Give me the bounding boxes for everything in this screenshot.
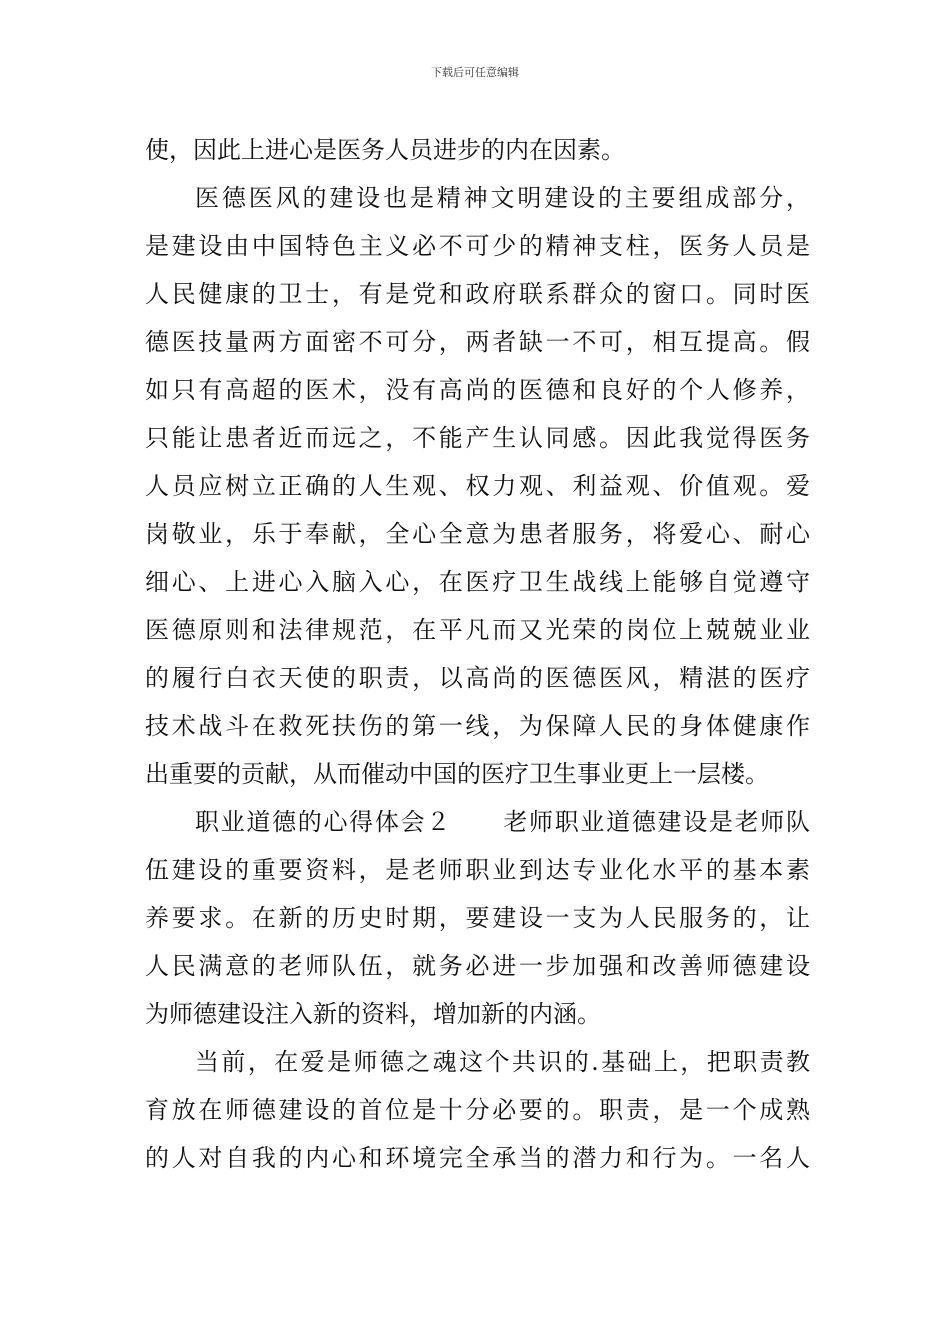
text-line: 人员应树立正确的人生观、权力观、利益观、价值观。爱 [145, 472, 810, 500]
text-line: 技术战斗在救死扶伤的第一线，为保障人民的身体健康作 [145, 712, 810, 740]
text-line: 如只有高超的医术，没有高尚的医德和良好的个人修养， [145, 376, 810, 404]
text-line: 岗敬业，乐于奉献，全心全意为患者服务，将爱心、耐心 [145, 520, 810, 548]
text-line: 职业道德的心得体会２ 老师职业道德建设是老师队 [195, 808, 810, 836]
text-line: 德医技量两方面密不可分，两者缺一不可，相互提高。假 [145, 328, 810, 356]
text-line: 是建设由中国特色主义必不可少的精神支柱，医务人员是 [145, 232, 810, 260]
text-line: 人民满意的老师队伍，就务必进一步加强和改善师德建设 [145, 952, 810, 980]
text-line: 医德原则和法律规范，在平凡而又光荣的岗位上兢兢业业 [145, 616, 810, 644]
text-line: 医德医风的建设也是精神文明建设的主要组成部分， [195, 184, 810, 212]
text-line: 的履行白衣天使的职责，以高尚的医德医风，精湛的医疗 [145, 664, 810, 692]
text-line: 人民健康的卫士，有是党和政府联系群众的窗口。同时医 [145, 280, 810, 308]
text-line: 育放在师德建设的首位是十分必要的。职责，是一个成熟 [145, 1096, 810, 1124]
text-line: 当前，在爱是师德之魂这个共识的.基础上，把职责教 [195, 1048, 810, 1076]
text-line: 细心、上进心入脑入心，在医疗卫生战线上能够自觉遵守 [145, 568, 810, 596]
paragraph-1 [145, 126, 810, 174]
text-line: 出重要的贡献，从而催动中国的医疗卫生事业更上一层楼。 [145, 760, 769, 788]
text-line: 只能让患者近而远之，不能产生认同感。因此我觉得医务 [145, 424, 810, 452]
text-line: 的人对自我的内心和环境完全承当的潜力和行为。一名人 [145, 1144, 810, 1172]
text-line: 伍建设的重要资料，是老师职业到达专业化水平的基本素 [145, 856, 810, 884]
paragraph-2 [145, 174, 810, 798]
text-line: 为师德建设注入新的资料，增加新的内涵。 [145, 1000, 601, 1028]
page-header: 下载后可任意编辑 [431, 66, 519, 79]
text-line: 养要求。在新的历史时期，要建设一支为人民服务的，让 [145, 904, 810, 932]
document-body [145, 126, 810, 1182]
paragraph-4 [145, 1038, 810, 1182]
paragraph-3 [145, 798, 810, 1038]
text-line: 使，因此上进心是医务人员进步的内在因素。 [145, 136, 625, 164]
